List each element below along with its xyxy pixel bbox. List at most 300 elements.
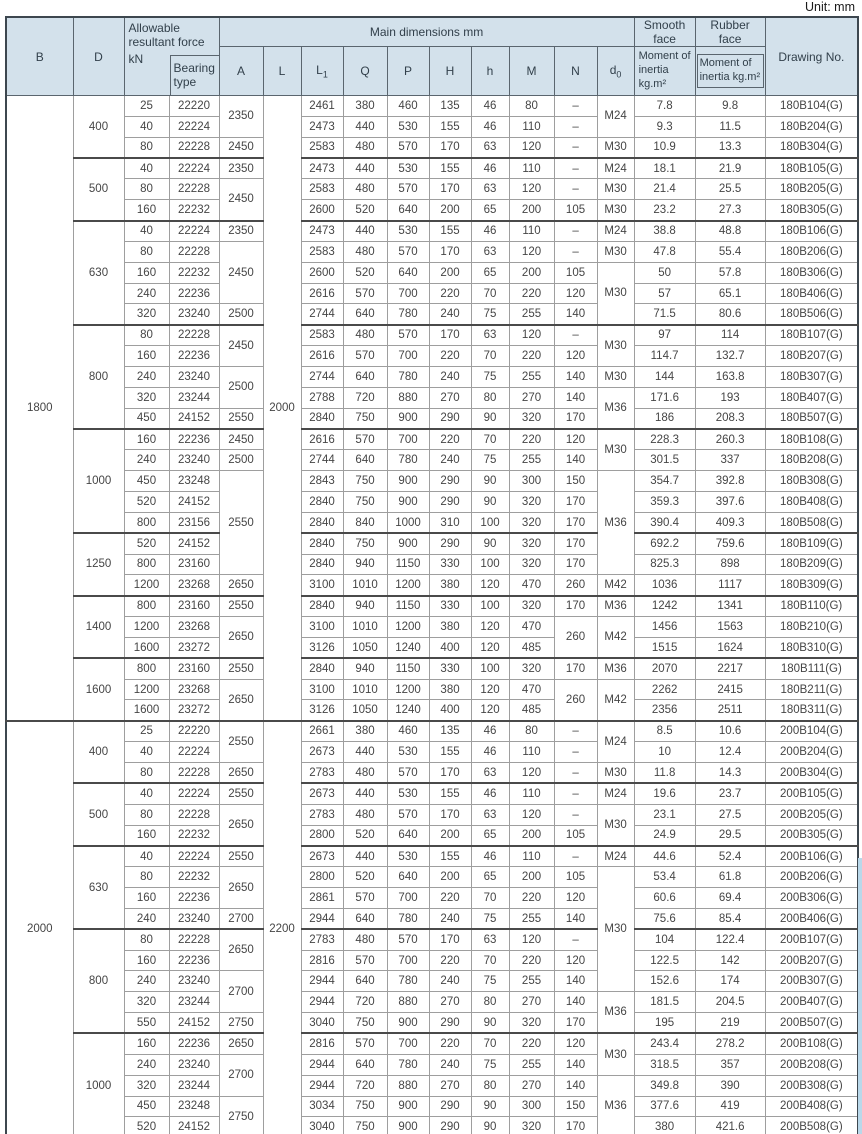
cell-drawing-no: 180B306(G) (765, 262, 858, 283)
cell-M: 110 (509, 783, 554, 804)
cell-rubber-moment: 61.8 (695, 867, 765, 888)
cell-drawing-no: 180B406(G) (765, 283, 858, 304)
cell-smooth-moment: 9.3 (634, 116, 695, 137)
cell-kN: 1600 (124, 700, 169, 721)
cell-M: 320 (509, 492, 554, 513)
cell-N: 260 (554, 679, 597, 721)
cell-drawing-no: 200B106(G) (765, 846, 858, 867)
table-row (6, 825, 858, 846)
cell-drawing-no: 180B211(G) (765, 679, 858, 700)
cell-rubber-moment: 80.6 (695, 304, 765, 325)
cell-H: 220 (429, 1033, 471, 1054)
cell-drawing-no: 180B207(G) (765, 346, 858, 367)
cell-M: 120 (509, 137, 554, 158)
cell-P: 640 (387, 867, 429, 888)
cell-P: 780 (387, 450, 429, 471)
cell-H: 155 (429, 846, 471, 867)
cell-H: 240 (429, 450, 471, 471)
cell-smooth-moment: 144 (634, 366, 695, 387)
cell-d0: M24 (597, 158, 634, 179)
cell-Q: 1050 (343, 700, 387, 721)
cell-drawing-no: 200B206(G) (765, 867, 858, 888)
cell-bearing-type: 22224 (169, 783, 219, 804)
cell-Q: 480 (343, 763, 387, 784)
cell-N: 120 (554, 888, 597, 909)
cell-P: 570 (387, 179, 429, 200)
cell-kN: 450 (124, 408, 169, 429)
cell-bearing-type: 23160 (169, 596, 219, 617)
cell-drawing-no: 180B309(G) (765, 575, 858, 596)
cell-Q: 750 (343, 1117, 387, 1134)
cell-H: 400 (429, 637, 471, 658)
cell-H: 330 (429, 554, 471, 575)
cell-D: 630 (73, 846, 124, 929)
cell-bearing-type: 23240 (169, 304, 219, 325)
cell-drawing-no: 180B310(G) (765, 637, 858, 658)
cell-kN: 800 (124, 596, 169, 617)
cell-kN: 40 (124, 158, 169, 179)
cell-kN: 40 (124, 846, 169, 867)
cell-H: 240 (429, 908, 471, 929)
cell-A: 2650 (219, 867, 263, 909)
cell-smooth-moment: 71.5 (634, 304, 695, 325)
cell-H: 200 (429, 867, 471, 888)
cell-kN: 160 (124, 825, 169, 846)
cell-d0: M42 (597, 617, 634, 659)
cell-h: 46 (471, 742, 509, 763)
table-row (6, 658, 858, 679)
cell-Q: 940 (343, 554, 387, 575)
col-header-h: h (471, 47, 509, 96)
cell-bearing-type: 23248 (169, 471, 219, 492)
table-row (6, 700, 858, 721)
cell-rubber-moment: 10.6 (695, 721, 765, 742)
cell-smooth-moment: 57 (634, 283, 695, 304)
cell-h: 46 (471, 721, 509, 742)
cell-H: 135 (429, 96, 471, 117)
table-row (6, 116, 858, 137)
cell-kN: 520 (124, 492, 169, 513)
table-row (6, 763, 858, 784)
cell-A: 2550 (219, 596, 263, 617)
cell-h: 80 (471, 1075, 509, 1096)
cell-L1: 2583 (301, 179, 343, 200)
cell-d0: M36 (597, 1075, 634, 1134)
cell-M: 255 (509, 304, 554, 325)
col-header-rubber-moment (695, 47, 765, 96)
cell-H: 135 (429, 721, 471, 742)
cell-drawing-no: 200B306(G) (765, 888, 858, 909)
cell-kN: 240 (124, 971, 169, 992)
cell-kN: 40 (124, 742, 169, 763)
cell-H: 240 (429, 971, 471, 992)
cell-smooth-moment: 1515 (634, 637, 695, 658)
cell-kN: 450 (124, 1096, 169, 1117)
cell-h: 90 (471, 492, 509, 513)
cell-smooth-moment: 23.2 (634, 200, 695, 221)
cell-D: 500 (73, 783, 124, 846)
cell-N: 170 (554, 512, 597, 533)
cell-d0: M36 (597, 992, 634, 1034)
cell-Q: 520 (343, 262, 387, 283)
cell-L1: 2473 (301, 116, 343, 137)
cell-N: – (554, 783, 597, 804)
cell-h: 90 (471, 471, 509, 492)
cell-P: 700 (387, 1033, 429, 1054)
cell-kN: 240 (124, 908, 169, 929)
cell-d0: M36 (597, 658, 634, 679)
cell-h: 80 (471, 387, 509, 408)
cell-d0: M42 (597, 679, 634, 721)
cell-L1: 2840 (301, 512, 343, 533)
cell-A: 2650 (219, 763, 263, 784)
cell-drawing-no: 180B408(G) (765, 492, 858, 513)
cell-A: 2650 (219, 617, 263, 659)
cell-smooth-moment: 181.5 (634, 992, 695, 1013)
cell-Q: 1010 (343, 679, 387, 700)
cell-N: 260 (554, 617, 597, 659)
cell-d0: M24 (597, 783, 634, 804)
cell-smooth-moment: 390.4 (634, 512, 695, 533)
cell-drawing-no: 180B507(G) (765, 408, 858, 429)
cell-rubber-moment: 57.8 (695, 262, 765, 283)
cell-bearing-type: 22236 (169, 346, 219, 367)
cell-M: 255 (509, 971, 554, 992)
cell-H: 155 (429, 783, 471, 804)
table-row (6, 596, 858, 617)
cell-N: 120 (554, 283, 597, 304)
cell-P: 460 (387, 721, 429, 742)
cell-N: 105 (554, 200, 597, 221)
cell-bearing-type: 22228 (169, 137, 219, 158)
cell-rubber-moment: 55.4 (695, 241, 765, 262)
cell-M: 220 (509, 950, 554, 971)
cell-bearing-type: 22236 (169, 283, 219, 304)
cell-L1: 2744 (301, 304, 343, 325)
cell-d0: M36 (597, 387, 634, 429)
cell-L1: 2744 (301, 366, 343, 387)
cell-N: – (554, 325, 597, 346)
cell-N: 120 (554, 1033, 597, 1054)
cell-H: 290 (429, 471, 471, 492)
cell-N: 105 (554, 867, 597, 888)
cell-rubber-moment: 2217 (695, 658, 765, 679)
cell-rubber-moment: 174 (695, 971, 765, 992)
cell-kN: 240 (124, 450, 169, 471)
cell-L1: 2744 (301, 450, 343, 471)
cell-smooth-moment: 19.6 (634, 783, 695, 804)
cell-L1: 2473 (301, 158, 343, 179)
cell-rubber-moment: 759.6 (695, 533, 765, 554)
table-row (6, 1013, 858, 1034)
cell-Q: 480 (343, 179, 387, 200)
table-row (6, 721, 858, 742)
cell-smooth-moment: 301.5 (634, 450, 695, 471)
cell-M: 120 (509, 179, 554, 200)
cell-L1: 2616 (301, 346, 343, 367)
cell-drawing-no: 180B109(G) (765, 533, 858, 554)
cell-H: 290 (429, 492, 471, 513)
cell-kN: 80 (124, 929, 169, 950)
page-edge-decoration (858, 858, 862, 1134)
cell-d0: M30 (597, 325, 634, 367)
table-row (6, 346, 858, 367)
cell-smooth-moment: 21.4 (634, 179, 695, 200)
cell-Q: 440 (343, 846, 387, 867)
cell-L: 2000 (263, 96, 301, 721)
cell-rubber-moment: 163.8 (695, 366, 765, 387)
cell-Q: 720 (343, 992, 387, 1013)
cell-drawing-no: 180B305(G) (765, 200, 858, 221)
table-row (6, 992, 858, 1013)
cell-smooth-moment: 47.8 (634, 241, 695, 262)
cell-h: 63 (471, 325, 509, 346)
cell-A: 2650 (219, 929, 263, 971)
cell-bearing-type: 23160 (169, 658, 219, 679)
cell-N: 140 (554, 304, 597, 325)
cell-D: 1600 (73, 658, 124, 721)
cell-H: 290 (429, 408, 471, 429)
table-row (6, 617, 858, 638)
cell-L1: 2944 (301, 908, 343, 929)
cell-d0: M36 (597, 596, 634, 617)
cell-M: 320 (509, 658, 554, 679)
table-row (6, 200, 858, 221)
cell-h: 70 (471, 950, 509, 971)
cell-h: 70 (471, 888, 509, 909)
cell-Q: 480 (343, 137, 387, 158)
cell-bearing-type: 23248 (169, 1096, 219, 1117)
cell-D: 500 (73, 158, 124, 221)
cell-rubber-moment: 65.1 (695, 283, 765, 304)
cell-kN: 550 (124, 1013, 169, 1034)
cell-N: 140 (554, 1075, 597, 1096)
table-row (6, 387, 858, 408)
cell-L1: 2861 (301, 888, 343, 909)
cell-drawing-no: 200B305(G) (765, 825, 858, 846)
cell-kN: 80 (124, 325, 169, 346)
cell-N: 260 (554, 575, 597, 596)
cell-A: 2700 (219, 908, 263, 929)
cell-h: 120 (471, 575, 509, 596)
col-header-P: P (387, 47, 429, 96)
cell-H: 170 (429, 241, 471, 262)
cell-smooth-moment: 228.3 (634, 429, 695, 450)
table-row (6, 1096, 858, 1117)
cell-kN: 80 (124, 867, 169, 888)
cell-h: 100 (471, 596, 509, 617)
cell-P: 570 (387, 929, 429, 950)
cell-bearing-type: 22224 (169, 158, 219, 179)
cell-kN: 160 (124, 1033, 169, 1054)
cell-kN: 320 (124, 304, 169, 325)
cell-M: 80 (509, 721, 554, 742)
cell-N: 120 (554, 950, 597, 971)
cell-d0: M30 (597, 763, 634, 784)
cell-rubber-moment: 85.4 (695, 908, 765, 929)
cell-rubber-moment: 2415 (695, 679, 765, 700)
cell-N: 140 (554, 971, 597, 992)
cell-rubber-moment: 12.4 (695, 742, 765, 763)
col-header-smooth-moment: Moment of inertia kg.m² (634, 47, 695, 96)
cell-Q: 520 (343, 867, 387, 888)
cell-Q: 440 (343, 158, 387, 179)
cell-Q: 440 (343, 783, 387, 804)
table-row (6, 1075, 858, 1096)
table-row (6, 137, 858, 158)
cell-M: 485 (509, 700, 554, 721)
cell-smooth-moment: 349.8 (634, 1075, 695, 1096)
cell-D: 1000 (73, 429, 124, 533)
cell-smooth-moment: 171.6 (634, 387, 695, 408)
cell-L1: 2840 (301, 554, 343, 575)
cell-bearing-type: 22224 (169, 116, 219, 137)
cell-P: 700 (387, 283, 429, 304)
cell-L1: 2816 (301, 1033, 343, 1054)
cell-rubber-moment: 278.2 (695, 1033, 765, 1054)
table-row (6, 846, 858, 867)
cell-A: 2650 (219, 679, 263, 721)
cell-d0: M24 (597, 221, 634, 242)
cell-M: 320 (509, 1013, 554, 1034)
cell-h: 70 (471, 283, 509, 304)
cell-P: 1150 (387, 554, 429, 575)
cell-rubber-moment: 219 (695, 1013, 765, 1034)
cell-d0: M30 (597, 804, 634, 846)
cell-Q: 570 (343, 346, 387, 367)
cell-P: 530 (387, 783, 429, 804)
cell-smooth-moment: 75.6 (634, 908, 695, 929)
cell-M: 300 (509, 471, 554, 492)
cell-H: 220 (429, 346, 471, 367)
cell-H: 240 (429, 366, 471, 387)
col-header-smooth-face: Smooth face (634, 17, 695, 47)
cell-M: 300 (509, 1096, 554, 1117)
cell-drawing-no: 200B108(G) (765, 1033, 858, 1054)
cell-L1: 2800 (301, 825, 343, 846)
cell-H: 155 (429, 116, 471, 137)
cell-L1: 2673 (301, 846, 343, 867)
cell-N: 140 (554, 387, 597, 408)
cell-rubber-moment: 419 (695, 1096, 765, 1117)
cell-drawing-no: 180B508(G) (765, 512, 858, 533)
cell-N: 140 (554, 908, 597, 929)
cell-P: 900 (387, 1117, 429, 1134)
cell-M: 120 (509, 241, 554, 262)
cell-H: 330 (429, 596, 471, 617)
cell-P: 700 (387, 346, 429, 367)
cell-A: 2550 (219, 408, 263, 429)
cell-H: 380 (429, 679, 471, 700)
cell-bearing-type: 24152 (169, 1013, 219, 1034)
cell-Q: 570 (343, 1033, 387, 1054)
cell-L1: 3126 (301, 700, 343, 721)
cell-M: 200 (509, 200, 554, 221)
cell-N: – (554, 929, 597, 950)
cell-H: 290 (429, 1013, 471, 1034)
cell-smooth-moment: 2356 (634, 700, 695, 721)
cell-smooth-moment: 318.5 (634, 1054, 695, 1075)
cell-M: 255 (509, 1054, 554, 1075)
cell-H: 270 (429, 992, 471, 1013)
cell-h: 65 (471, 200, 509, 221)
cell-P: 700 (387, 950, 429, 971)
cell-H: 270 (429, 387, 471, 408)
cell-M: 110 (509, 221, 554, 242)
cell-smooth-moment: 24.9 (634, 825, 695, 846)
cell-drawing-no: 180B210(G) (765, 617, 858, 638)
cell-kN: 80 (124, 804, 169, 825)
cell-L: 2200 (263, 721, 301, 1134)
cell-drawing-no: 200B107(G) (765, 929, 858, 950)
cell-N: 105 (554, 262, 597, 283)
cell-rubber-moment: 1563 (695, 617, 765, 638)
cell-h: 63 (471, 804, 509, 825)
cell-A: 2450 (219, 137, 263, 158)
col-header-drawing-no: Drawing No. (765, 17, 858, 96)
cell-kN: 1600 (124, 637, 169, 658)
table-row (6, 783, 858, 804)
cell-drawing-no: 200B507(G) (765, 1013, 858, 1034)
cell-P: 570 (387, 325, 429, 346)
cell-smooth-moment: 38.8 (634, 221, 695, 242)
cell-H: 380 (429, 617, 471, 638)
cell-P: 880 (387, 992, 429, 1013)
cell-H: 220 (429, 429, 471, 450)
cell-P: 900 (387, 492, 429, 513)
cell-Q: 440 (343, 742, 387, 763)
cell-H: 170 (429, 325, 471, 346)
cell-N: – (554, 241, 597, 262)
col-header-d0: $d_0$ (597, 47, 634, 96)
cell-H: 155 (429, 158, 471, 179)
cell-bearing-type: 22228 (169, 325, 219, 346)
cell-B: 1800 (6, 96, 73, 721)
cell-bearing-type: 23268 (169, 679, 219, 700)
cell-d0: M30 (597, 179, 634, 200)
cell-L1: 2788 (301, 387, 343, 408)
cell-drawing-no: 200B204(G) (765, 742, 858, 763)
cell-L1: 2840 (301, 408, 343, 429)
cell-L1: 2944 (301, 971, 343, 992)
cell-rubber-moment: 9.8 (695, 96, 765, 117)
table-row (6, 637, 858, 658)
cell-kN: 240 (124, 1054, 169, 1075)
cell-Q: 570 (343, 888, 387, 909)
cell-Q: 1050 (343, 637, 387, 658)
cell-rubber-moment: 260.3 (695, 429, 765, 450)
cell-kN: 320 (124, 1075, 169, 1096)
cell-kN: 160 (124, 950, 169, 971)
cell-smooth-moment: 60.6 (634, 888, 695, 909)
cell-h: 46 (471, 116, 509, 137)
cell-d0: M24 (597, 846, 634, 867)
cell-h: 120 (471, 617, 509, 638)
cell-H: 155 (429, 221, 471, 242)
cell-h: 70 (471, 346, 509, 367)
cell-D: 630 (73, 221, 124, 325)
cell-rubber-moment: 48.8 (695, 221, 765, 242)
col-header-D: D (73, 17, 124, 96)
cell-drawing-no: 180B308(G) (765, 471, 858, 492)
cell-L1: 3040 (301, 1117, 343, 1134)
col-header-Q: Q (343, 47, 387, 96)
cell-rubber-moment: 27.5 (695, 804, 765, 825)
cell-rubber-moment: 29.5 (695, 825, 765, 846)
col-header-H: H (429, 47, 471, 96)
table-row (6, 408, 858, 429)
cell-N: – (554, 221, 597, 242)
